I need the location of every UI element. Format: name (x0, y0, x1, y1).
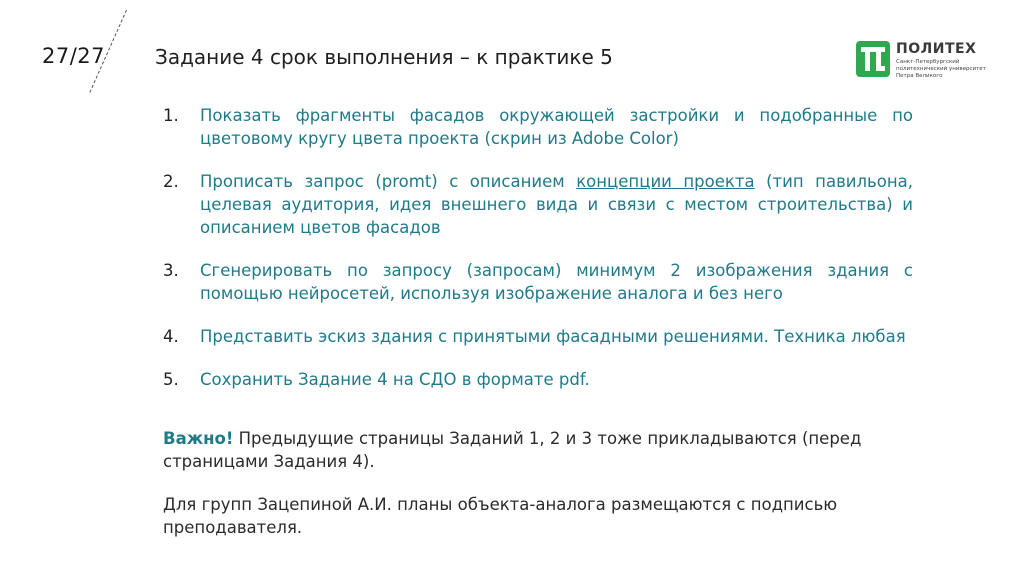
groups-note: Для групп Зацепиной А.И. планы объекта-аналога размещаются с подписью преподавателя. (163, 495, 838, 537)
list-item (163, 368, 913, 391)
concept-link[interactable]: концепции проекта (576, 172, 755, 191)
task-number: 1. (163, 106, 179, 125)
politech-logo (856, 41, 988, 79)
task-text-after: (тип павильона, целевая аудитория, идея внешнего вида и связи с местом строительства) и описанием цветов фасадов (200, 172, 914, 237)
task-text: Сгенерировать по запросу (запросам) минимум 2 изображения здания с помощью нейросетей, используя изображение аналога и без него (200, 261, 913, 303)
task-text (200, 170, 913, 239)
important-label: Важно! (163, 429, 234, 448)
list-item (163, 259, 913, 305)
task-text: Показать фрагменты фасадов окружающей застройки и подобранные по цветовому кругу цвета проекта (скрин из Adobe Color) (200, 106, 913, 148)
logo-name: ПОЛИТЕХ (896, 41, 977, 57)
task-number: 4. (163, 327, 179, 346)
list-item (163, 104, 913, 150)
page-number: 27/27 (42, 44, 106, 68)
logo-subtitle: Санкт-Петербургский политехнический университет Петра Великого (896, 59, 986, 79)
list-item (163, 325, 913, 348)
important-text: Предыдущие страницы Заданий 1, 2 и 3 тоже прикладываются (перед страницами Задания 4). (163, 429, 862, 471)
task-number: 3. (163, 261, 179, 280)
task-text: Представить эскиз здания с принятыми фасадными решениями. Техника любая (200, 327, 906, 346)
task-text-before: Прописать запрос (promt) с описанием (200, 172, 577, 191)
list-item (163, 170, 913, 239)
task-text: Сохранить Задание 4 на СДО в формате pdf. (200, 370, 590, 389)
politech-logo-icon (856, 41, 890, 77)
important-note (163, 427, 903, 473)
task-list (163, 104, 913, 411)
task-number: 2. (163, 172, 179, 191)
page-title: Задание 4 срок выполнения – к практике 5 (155, 45, 613, 69)
task-number: 5. (163, 370, 179, 389)
